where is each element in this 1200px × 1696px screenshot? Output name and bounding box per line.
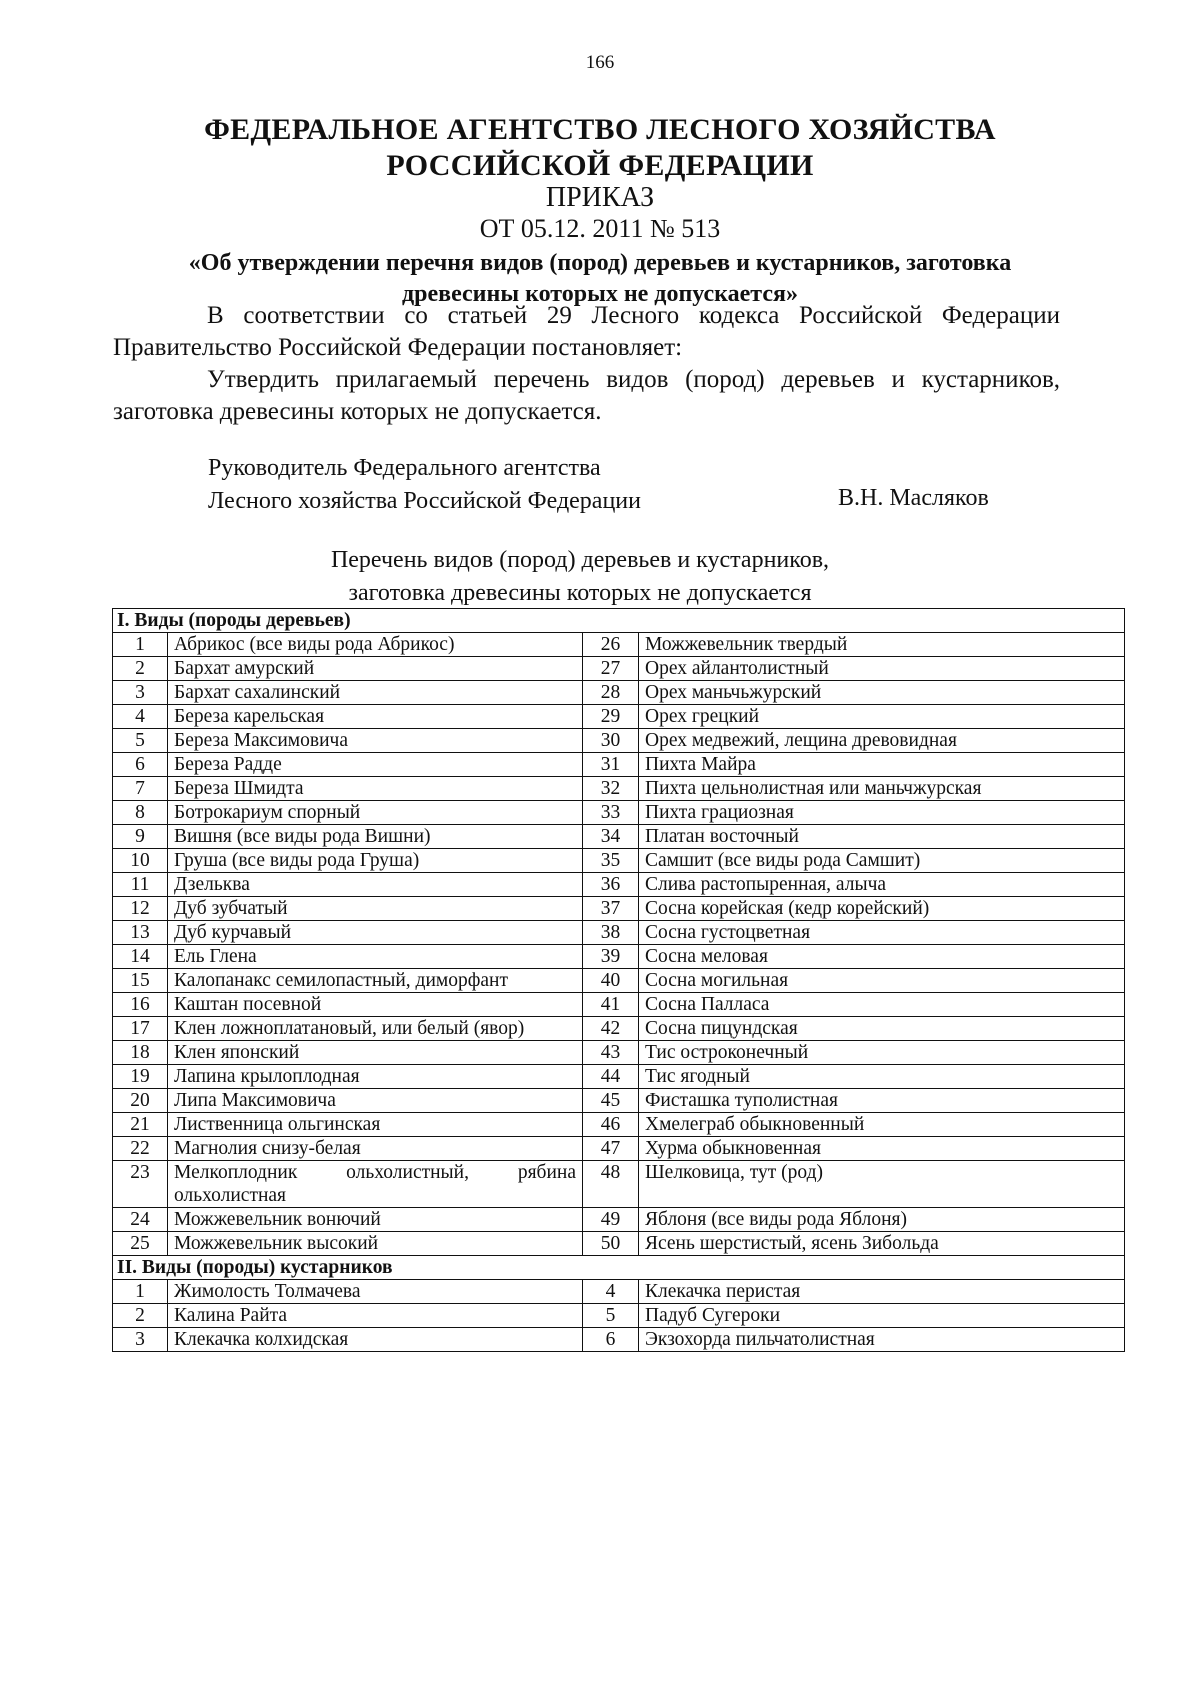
- species-name-right: Можжевельник твердый: [639, 633, 1125, 657]
- species-name-left: Дуб зубчатый: [168, 897, 583, 921]
- species-name-left: Калина Райта: [168, 1304, 583, 1328]
- species-name-left: Береза Максимовича: [168, 729, 583, 753]
- row-number-left: 2: [113, 657, 168, 681]
- row-number-left: 17: [113, 1017, 168, 1041]
- species-name-right: Орех медвежий, лещина древовидная: [639, 729, 1125, 753]
- table-row: [113, 1232, 1125, 1256]
- row-number-right: 46: [583, 1113, 639, 1137]
- species-name-right: Экзохорда пильчатолистная: [639, 1328, 1125, 1352]
- species-name-left: Вишня (все виды рода Вишни): [168, 825, 583, 849]
- table-row: [113, 1328, 1125, 1352]
- row-number-left: 20: [113, 1089, 168, 1113]
- row-number-left: 14: [113, 945, 168, 969]
- species-name-right: Пихта цельнолистная или маньчжурская: [639, 777, 1125, 801]
- species-name-right: Пихта Майра: [639, 753, 1125, 777]
- species-name-left: Ель Глена: [168, 945, 583, 969]
- species-name-right: Пихта грациозная: [639, 801, 1125, 825]
- row-number-left: 18: [113, 1041, 168, 1065]
- species-name-right: Самшит (все виды рода Самшит): [639, 849, 1125, 873]
- table-row: [113, 945, 1125, 969]
- row-number-left: 22: [113, 1137, 168, 1161]
- row-number-left: 19: [113, 1065, 168, 1089]
- row-number-right: 6: [583, 1328, 639, 1352]
- species-table-body: [113, 609, 1125, 1352]
- species-name-left: Мелкоплодник ольхолистный, рябина ольхолистная: [168, 1161, 583, 1208]
- row-number-right: 36: [583, 873, 639, 897]
- row-number-right: 26: [583, 633, 639, 657]
- signatory-position: [208, 452, 641, 518]
- species-name-left: Бархат амурский: [168, 657, 583, 681]
- row-number-left: 3: [113, 681, 168, 705]
- species-name-left: Лиственница ольгинская: [168, 1113, 583, 1137]
- table-row: [113, 873, 1125, 897]
- table-row: [113, 777, 1125, 801]
- row-number-right: 50: [583, 1232, 639, 1256]
- species-name-left: Можжевельник вонючий: [168, 1208, 583, 1232]
- row-number-right: 34: [583, 825, 639, 849]
- table-row: [113, 993, 1125, 1017]
- species-name-left: Клен ложноплатановый, или белый (явор): [168, 1017, 583, 1041]
- signatory-name: В.Н. Масляков: [838, 485, 989, 511]
- species-name-right: Сосна густоцветная: [639, 921, 1125, 945]
- species-name-left: Каштан посевной: [168, 993, 583, 1017]
- row-number-right: 35: [583, 849, 639, 873]
- row-number-right: 30: [583, 729, 639, 753]
- table-row: [113, 969, 1125, 993]
- row-number-left: 8: [113, 801, 168, 825]
- species-name-right: Орех грецкий: [639, 705, 1125, 729]
- table-row: [113, 921, 1125, 945]
- row-number-left: 7: [113, 777, 168, 801]
- species-name-left: Бархат сахалинский: [168, 681, 583, 705]
- species-name-left: Береза Шмидта: [168, 777, 583, 801]
- species-name-left: Абрикос (все виды рода Абрикос): [168, 633, 583, 657]
- species-table: [112, 608, 1125, 1352]
- table-row: [113, 753, 1125, 777]
- species-name-left: Калопанакс семилопастный, диморфант: [168, 969, 583, 993]
- signatory-position-line-1: Руководитель Федерального агентства: [208, 455, 601, 481]
- table-row: [113, 1161, 1125, 1208]
- row-number-left: 1: [113, 1280, 168, 1304]
- species-name-right: Платан восточный: [639, 825, 1125, 849]
- species-name-left: Жимолость Толмачева: [168, 1280, 583, 1304]
- table-row: [113, 825, 1125, 849]
- row-number-left: 16: [113, 993, 168, 1017]
- row-number-left: 15: [113, 969, 168, 993]
- row-number-left: 1: [113, 633, 168, 657]
- row-number-left: 12: [113, 897, 168, 921]
- row-number-right: 40: [583, 969, 639, 993]
- species-name-right: Слива растопыренная, алыча: [639, 873, 1125, 897]
- row-number-left: 25: [113, 1232, 168, 1256]
- table-row: [113, 849, 1125, 873]
- row-number-left: 4: [113, 705, 168, 729]
- body-paragraph-2: Утвердить прилагаемый перечень видов (пород) деревьев и кустарников, заготовка древесины которых не допускается.: [113, 366, 1060, 425]
- table-row: [113, 1113, 1125, 1137]
- row-number-right: 43: [583, 1041, 639, 1065]
- row-number-left: 9: [113, 825, 168, 849]
- species-name-right: Сосна меловая: [639, 945, 1125, 969]
- row-number-right: 27: [583, 657, 639, 681]
- row-number-right: 39: [583, 945, 639, 969]
- table-row: [113, 1280, 1125, 1304]
- section-header: II. Виды (породы) кустарников: [113, 1256, 1125, 1280]
- table-row: [113, 1017, 1125, 1041]
- row-number-right: 5: [583, 1304, 639, 1328]
- row-number-left: 2: [113, 1304, 168, 1328]
- species-name-right: Сосна корейская (кедр корейский): [639, 897, 1125, 921]
- row-number-left: 13: [113, 921, 168, 945]
- row-number-right: 33: [583, 801, 639, 825]
- row-number-right: 48: [583, 1161, 639, 1208]
- species-name-left: Магнолия снизу-белая: [168, 1137, 583, 1161]
- species-name-right: Шелковица, тут (род): [639, 1161, 1125, 1208]
- species-name-right: Ясень шерстистый, ясень Зибольда: [639, 1232, 1125, 1256]
- table-section-header-row: [113, 1256, 1125, 1280]
- species-name-right: Падуб Сугероки: [639, 1304, 1125, 1328]
- table-row: [113, 1089, 1125, 1113]
- row-number-right: 4: [583, 1280, 639, 1304]
- species-name-left: Дуб курчавый: [168, 921, 583, 945]
- table-section-header-row: [113, 609, 1125, 633]
- row-number-left: 24: [113, 1208, 168, 1232]
- species-name-right: Орех айлантолистный: [639, 657, 1125, 681]
- row-number-right: 37: [583, 897, 639, 921]
- section-header: I. Виды (породы деревьев): [113, 609, 1125, 633]
- species-name-right: Тис ягодный: [639, 1065, 1125, 1089]
- table-row: [113, 633, 1125, 657]
- row-number-right: 29: [583, 705, 639, 729]
- table-row: [113, 1041, 1125, 1065]
- body-paragraph-1: В соответствии со статьей 29 Лесного кодекса Российской Федерации Правительство Российской Федерации постановляет:: [113, 302, 1060, 361]
- species-name-left: Клекачка колхидская: [168, 1328, 583, 1352]
- species-name-left: Лапина крылоплодная: [168, 1065, 583, 1089]
- species-name-right: Хмелеграб обыкновенный: [639, 1113, 1125, 1137]
- table-row: [113, 1208, 1125, 1232]
- species-name-right: Клекачка перистая: [639, 1280, 1125, 1304]
- table-row: [113, 657, 1125, 681]
- order-date-number: ОТ 05.12. 2011 № 513: [479, 214, 721, 243]
- row-number-right: 28: [583, 681, 639, 705]
- row-number-right: 45: [583, 1089, 639, 1113]
- row-number-left: 5: [113, 729, 168, 753]
- list-title-line-2: заготовка древесины которых не допускается: [348, 580, 812, 606]
- species-name-left: Береза Радде: [168, 753, 583, 777]
- species-name-left: Дзельква: [168, 873, 583, 897]
- table-row: [113, 897, 1125, 921]
- document-type: ПРИКАЗ: [545, 182, 655, 213]
- row-number-right: 44: [583, 1065, 639, 1089]
- species-name-left: Ботрокариум спорный: [168, 801, 583, 825]
- species-name-left: Береза карельская: [168, 705, 583, 729]
- table-row: [113, 729, 1125, 753]
- row-number-right: 47: [583, 1137, 639, 1161]
- row-number-right: 38: [583, 921, 639, 945]
- list-title: [0, 544, 1160, 610]
- page-number: 166: [585, 52, 615, 73]
- species-name-left: Груша (все виды рода Груша): [168, 849, 583, 873]
- row-number-left: 3: [113, 1328, 168, 1352]
- species-name-right: Сосна Палласа: [639, 993, 1125, 1017]
- table-row: [113, 1137, 1125, 1161]
- species-name-left: Клен японский: [168, 1041, 583, 1065]
- species-name-right: Яблоня (все виды рода Яблоня): [639, 1208, 1125, 1232]
- species-name-right: Сосна могильная: [639, 969, 1125, 993]
- species-name-right: Хурма обыкновенная: [639, 1137, 1125, 1161]
- table-row: [113, 801, 1125, 825]
- table-row: [113, 1065, 1125, 1089]
- table-row: [113, 681, 1125, 705]
- species-name-right: Сосна пицундская: [639, 1017, 1125, 1041]
- table-row: [113, 1304, 1125, 1328]
- species-name-left: Липа Максимовича: [168, 1089, 583, 1113]
- species-name-right: Орех маньчьжурский: [639, 681, 1125, 705]
- table-row: [113, 705, 1125, 729]
- row-number-right: 31: [583, 753, 639, 777]
- species-name-right: Тис остроконечный: [639, 1041, 1125, 1065]
- list-title-line-1: Перечень видов (пород) деревьев и кустарников,: [330, 547, 830, 573]
- row-number-left: 23: [113, 1161, 168, 1208]
- row-number-left: 6: [113, 753, 168, 777]
- row-number-left: 10: [113, 849, 168, 873]
- row-number-left: 11: [113, 873, 168, 897]
- agency-heading: ФЕДЕРАЛЬНОЕ АГЕНТСТВО ЛЕСНОГО ХОЗЯЙСТВА РОССИЙСКОЙ ФЕДЕРАЦИИ: [204, 113, 996, 182]
- row-number-right: 32: [583, 777, 639, 801]
- row-number-right: 41: [583, 993, 639, 1017]
- row-number-right: 49: [583, 1208, 639, 1232]
- species-name-left: Можжевельник высокий: [168, 1232, 583, 1256]
- signatory-position-line-2: Лесного хозяйства Российской Федерации: [208, 488, 641, 514]
- order-title: «Об утверждении перечня видов (пород) деревьев и кустарников, заготовка древесины которых не допускается»: [188, 250, 1012, 307]
- species-name-right: Фисташка туполистная: [639, 1089, 1125, 1113]
- row-number-right: 42: [583, 1017, 639, 1041]
- row-number-left: 21: [113, 1113, 168, 1137]
